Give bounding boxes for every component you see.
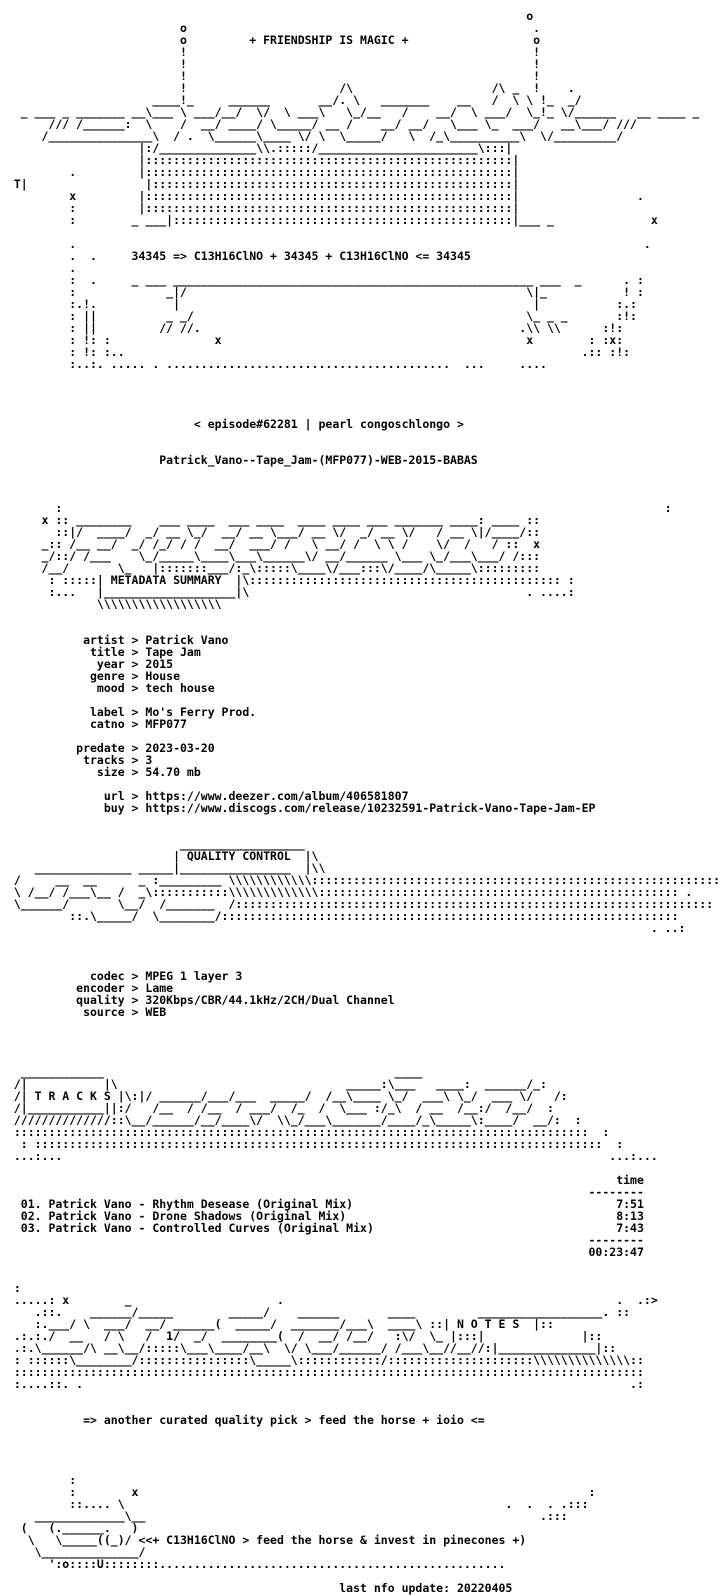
nfo-line: : || // //. .\\ \\ :!: bbox=[0, 321, 624, 335]
nfo-line: < episode#62281 | pearl congoschlongo > bbox=[0, 417, 464, 431]
nfo-line: o . bbox=[0, 21, 541, 35]
nfo-line: : |:::::::::::::::::::::::::::::::::::::::::::::::::::::| bbox=[0, 201, 520, 215]
nfo-line: .:.\______/\ __\__/:::::\___\____/__\ \/ \___/______/ /___\__//__//:|______________|:: bbox=[0, 1341, 617, 1355]
nfo-line: : ::::::\________/::::::::::::::::\_____\::::::::::::/:::::::::::::::::::::\\\\\\\\\\\\\\:: bbox=[0, 1353, 644, 1367]
nfo-line: _ ___ _ _______ __\___ \ ___/__/ \/ \ ___\ \_/__ / __/ \ ___/ \_!_ \/______ __ ____ _ bbox=[0, 105, 700, 119]
nfo-line: /// /______: \ / __/ ____/ \_____/ __ / __/ __/ \___ \_ ___/ __\___/ /// bbox=[0, 117, 637, 131]
nfo-line: url > https://www.deezer.com/album/406581807 bbox=[0, 789, 409, 803]
nfo-line: ! ! bbox=[0, 45, 541, 59]
nfo-line: ::.... \ . . . .::: bbox=[0, 1497, 589, 1511]
nfo-line: : : bbox=[0, 501, 672, 515]
nfo-line: : . _ ___ ____________________________________________________ ___ _ . : bbox=[0, 273, 644, 287]
nfo-line: _:: /__ __/ _/ /_/ / / __/ ___/ / \ __/ / \ \ / \/ / / :: x bbox=[0, 537, 541, 551]
nfo-line: \ \_____((_)/ <<+ C13H16ClNO > feed the horse & invest in pinecones +) bbox=[0, 1533, 527, 1547]
nfo-line: ______________ _____|________________ |\\ bbox=[0, 861, 326, 875]
nfo-line: buy > https://www.discogs.com/release/10232591-Patrick-Vano-Tape-Jam-EP bbox=[0, 801, 596, 815]
nfo-line: |:::::::::::::::::::::::::::::::::::::::::::::::::::::| bbox=[0, 153, 520, 167]
nfo-line: codec > MPEG 1 layer 3 bbox=[0, 969, 243, 983]
nfo-line: :.___/ \ ___/ __/ ______( _____/ _______/___\ ____\ ::| N O T E S |:: bbox=[0, 1317, 554, 1331]
nfo-line: \ /__/ /___\__ / _\:::::::::::\\\\\\\\\\\\\:::::::::::::::::::::::::::::::::::::::::::::::::::: . bbox=[0, 885, 693, 899]
nfo-line: ...:... ...:... bbox=[0, 1149, 658, 1163]
nfo-line: /|___________||:/ /__ / /__ / ___/ /_ / \___ :/_\ / __ /__:/ /__/ : bbox=[0, 1101, 554, 1115]
nfo-line: :... |___________________|\ . ....: bbox=[0, 585, 575, 599]
nfo-line: |:/______________\\.:::::/_______________________\:::| bbox=[0, 141, 513, 155]
nfo-line: ! /\ /\ _ ! . bbox=[0, 81, 575, 95]
nfo-line: .::. ______/_____ _____/ ______ ____ __________________. :: bbox=[0, 1305, 631, 1319]
nfo-line: ':o::::U::::::::.................................................. bbox=[0, 1557, 506, 1571]
nfo-line: .....: x _ . . .:> bbox=[0, 1293, 658, 1307]
nfo-line: : bbox=[0, 1473, 77, 1487]
nfo-line: ::.\_____/ \________/:::::::::::::::::::::::::::::::::::::::::::::::::::::::::::::::::: bbox=[0, 909, 679, 923]
nfo-line: : :::::| METADATA SUMMARY |\::::::::::::::::::::::::::::::::::::::::::::: : bbox=[0, 573, 575, 587]
nfo-line: ::|/ ____/ _/ __ \_/ __/ __ \___/ __ \/ _/ __ \/ / __ \|/____/:: bbox=[0, 525, 541, 539]
nfo-line: predate > 2023-03-20 bbox=[0, 741, 215, 755]
nfo-line: /_______________\ / . \______\____ \/ \ \_____/ \ /_\__________\ \/_________/ bbox=[0, 129, 624, 143]
nfo-line: : !: :.. .:: :!: bbox=[0, 345, 631, 359]
nfo-line: /| |\ _____:\___ ____: ______/_: bbox=[0, 1077, 547, 1091]
nfo-line: ____!_ ______ __/. \ _______ __ / \ \ !_ _/ bbox=[0, 93, 582, 107]
nfo-line: _/::/ /___ \_/_____\____\___\______\/ __/______ \___ \_/___\___/ /::: bbox=[0, 549, 541, 563]
nfo-line: \______________/ bbox=[0, 1545, 146, 1559]
nfo-line: ! ! bbox=[0, 57, 541, 71]
nfo-line: genre > House bbox=[0, 669, 181, 683]
nfo-line: _____________\__ .::: bbox=[0, 1509, 568, 1523]
nfo-line: : !: : x x : :x: bbox=[0, 333, 624, 347]
nfo-line: 02. Patrick Vano - Drone Shadows (Original Mix) 8:13 bbox=[0, 1209, 644, 1223]
nfo-line: ____________ ____ bbox=[0, 1065, 423, 1079]
nfo-line: \\\\\\\\\\\\\\\\\\ bbox=[0, 597, 222, 611]
nfo-line: source > WEB bbox=[0, 1005, 167, 1019]
nfo-line: encoder > Lame bbox=[0, 981, 174, 995]
nfo-line: ::::::::::::::::::::::::::::::::::::::::::::::::::::::::::::::::::::::::::::::::::::::::::: bbox=[0, 1365, 644, 1379]
nfo-line: :.!. | | :.: bbox=[0, 297, 637, 311]
nfo-line: / __ __ _ :_________ \\\\\\\\\\\\::::::::::::::::::::::::::::::::::::::::::::::::::::::::::: bbox=[0, 873, 720, 887]
nfo-line: .:.:./ __ / \ / 1/ _/ ________( / __/ /__/ :\/ \_ |:::| |:: bbox=[0, 1329, 603, 1343]
nfo-line: . bbox=[0, 261, 77, 275]
nfo-line: //////////////::\__/______/__/____\/ \\_/___\_______/____/_\_____\:____/ __/: : bbox=[0, 1113, 582, 1127]
nfo-line: : bbox=[0, 1281, 21, 1295]
nfo-line: : x : bbox=[0, 1485, 596, 1499]
nfo-line: /| T R A C K S |\:|/ ______/___/___ _____/ /__\____ \_/ ___\ \_/ ___ \/ /: bbox=[0, 1089, 568, 1103]
nfo-line: ! ! bbox=[0, 69, 541, 83]
nfo-line: quality > 320Kbps/CBR/44.1kHz/2CH/Dual Channel bbox=[0, 993, 395, 1007]
nfo-line: . ..: bbox=[0, 921, 686, 935]
nfo-line: :....::. . .: bbox=[0, 1377, 644, 1391]
nfo-line: size > 54.70 mb bbox=[0, 765, 201, 779]
nfo-line: o + FRIENDSHIP IS MAGIC + o bbox=[0, 33, 541, 47]
nfo-line: . |:::::::::::::::::::::::::::::::::::::::::::::::::::::| bbox=[0, 165, 520, 179]
nfo-line: x :: ________ ___ ____ ___ ____ ____ ____ ___ _______ ____: ____ :: bbox=[0, 513, 541, 527]
nfo-line: : || _ _/ \_ _ _ :!: bbox=[0, 309, 637, 323]
nfo-line: catno > MFP077 bbox=[0, 717, 187, 731]
nfo-line: year > 2015 bbox=[0, 657, 174, 671]
nfo-line: : _ ___|:::::::::::::::::::::::::::::::::::::::::::::::::|___ _ x bbox=[0, 213, 658, 227]
nfo-line: artist > Patrick Vano bbox=[0, 633, 229, 647]
nfo-line: . . bbox=[0, 237, 651, 251]
nfo-line: . . 34345 => C13H16ClNO + 34345 + C13H16ClNO <= 34345 bbox=[0, 249, 471, 263]
nfo-line: mood > tech house bbox=[0, 681, 215, 695]
nfo-line: /__/ \_ |:::::::___/:_\:::::\____\/___:::\/____/\_____\::::::::: bbox=[0, 561, 541, 575]
nfo-line: title > Tape Jam bbox=[0, 645, 201, 659]
nfo-line: : _|/ \|_ ! : bbox=[0, 285, 644, 299]
nfo-line: -------- bbox=[0, 1233, 644, 1247]
nfo-line: 01. Patrick Vano - Rhythm Desease (Original Mix) 7:51 bbox=[0, 1197, 644, 1211]
nfo-line: last nfo update: 20220405 bbox=[0, 1581, 513, 1595]
nfo-line: | QUALITY CONTROL |\ bbox=[0, 849, 319, 863]
nfo-line: : :::::::::::::::::::::::::::::::::::::::::::::::::::::::::::::::::::::::::::::::::: : bbox=[0, 1137, 624, 1151]
nfo-line: __________________ bbox=[0, 837, 305, 851]
nfo-line: 03. Patrick Vano - Controlled Curves (Original Mix) 7:43 bbox=[0, 1221, 644, 1235]
nfo-line: label > Mo's Ferry Prod. bbox=[0, 705, 257, 719]
nfo-line: tracks > 3 bbox=[0, 753, 153, 767]
nfo-line: x |:::::::::::::::::::::::::::::::::::::::::::::::::::::| . bbox=[0, 189, 644, 203]
nfo-line: o bbox=[0, 9, 534, 23]
nfo-line: T| |::::::::::::::::::::::::::::::::::::::::::::::::::::| bbox=[0, 177, 520, 191]
nfo-line: => another curated quality pick > feed the horse + ioio <= bbox=[0, 1413, 485, 1427]
nfo-line: ::::::::::::::::::::::::::::::::::::::::::::::::::::::::::::::::::::::::::::::::::: : bbox=[0, 1125, 610, 1139]
nfo-line: \______/ \__/ /_______ /::::::::::::::::::::::::::::::::::::::::::::::::::::::::::::::::::::: bbox=[0, 897, 714, 911]
nfo-line: ( (.______. ) bbox=[0, 1521, 139, 1535]
nfo-line: -------- bbox=[0, 1185, 644, 1199]
nfo-line: Patrick_Vano--Tape_Jam-(MFP077)-WEB-2015-BABAS bbox=[0, 453, 478, 467]
nfo-line: time bbox=[0, 1173, 644, 1187]
nfo-line: :..:. ..... . ......................................... ... .... bbox=[0, 357, 547, 371]
nfo-line: 00:23:47 bbox=[0, 1245, 644, 1259]
